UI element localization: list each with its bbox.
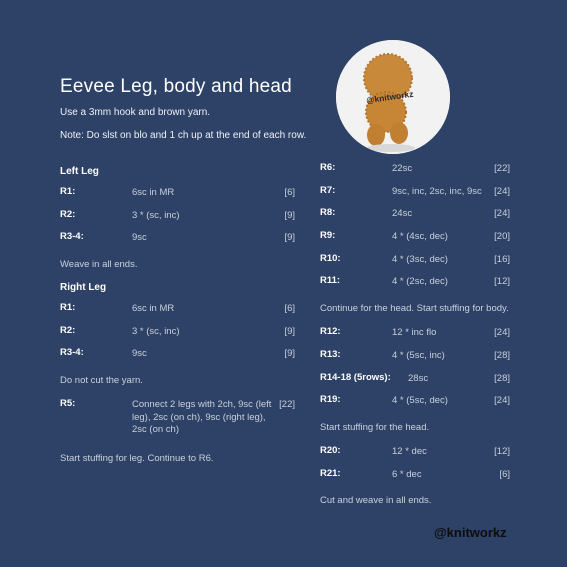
photo-watermark: @knitworkz <box>365 88 414 106</box>
row-instruction: 9sc <box>132 348 147 360</box>
stitch-count: [20] <box>494 231 510 243</box>
stitch-count: [28] <box>494 372 510 384</box>
pattern-row <box>60 209 295 232</box>
pattern-row <box>60 302 295 325</box>
pattern-row <box>60 398 295 448</box>
leg-end-note: Start stuffing for leg. Continue to R6. <box>60 453 214 465</box>
row-label: R2: <box>60 324 76 336</box>
row-instruction: 12 * inc flo <box>392 327 437 339</box>
stitch-count: [9] <box>284 348 295 360</box>
stitch-count: [22] <box>279 399 295 411</box>
note-instruction: Note: Do slst on blo and 1 ch up at the end of each row. <box>60 130 307 141</box>
stitch-count: [12] <box>494 445 510 457</box>
eevee-photo <box>336 40 450 154</box>
row-instruction: 24sc <box>392 208 413 220</box>
row-label: R3-4: <box>60 347 84 359</box>
pattern-row <box>60 347 295 370</box>
row-label: R14-18 (5rows): <box>320 371 391 383</box>
row-label: R8: <box>320 207 336 219</box>
stitch-count: [24] <box>494 395 510 407</box>
row-instruction: 3 * (sc, inc) <box>132 209 180 221</box>
row-label: R6: <box>320 162 336 173</box>
pattern-row <box>320 468 510 491</box>
pattern-row <box>320 394 510 417</box>
left-leg-note: Weave in all ends. <box>60 259 138 271</box>
row-label: R13: <box>320 348 341 360</box>
row-instruction: 9sc <box>132 232 147 244</box>
pattern-row <box>320 162 510 185</box>
left-leg-heading: Left Leg <box>60 166 99 177</box>
pattern-row <box>320 207 510 230</box>
row-instruction: 4 * (5sc, inc) <box>392 349 445 361</box>
row-instruction: 6sc in MR <box>132 303 175 315</box>
stitch-count: [24] <box>494 185 510 197</box>
pattern-row <box>320 275 510 298</box>
stitch-count: [12] <box>494 276 510 288</box>
pattern-row <box>320 230 510 253</box>
pattern-row <box>320 253 510 276</box>
row-instruction: 4 * (3sc, dec) <box>392 253 448 265</box>
row-label: R1: <box>60 186 76 197</box>
row-instruction: 3 * (sc, inc) <box>132 325 180 337</box>
row-instruction: 4 * (5sc, dec) <box>392 395 448 407</box>
page-title: Eevee Leg, body and head <box>60 76 292 97</box>
stitch-count: [6] <box>284 303 295 315</box>
row-label: R1: <box>60 302 76 314</box>
hook-instruction: Use a 3mm hook and brown yarn. <box>60 107 211 118</box>
pattern-row <box>60 231 295 254</box>
stitch-count: [9] <box>284 325 295 337</box>
row-instruction: 9sc, inc, 2sc, inc, 9sc <box>392 185 482 197</box>
intro-text <box>60 106 310 152</box>
left-column <box>60 166 295 476</box>
stitch-count: [16] <box>494 253 510 265</box>
row-label: R9: <box>320 230 336 242</box>
row-label: R2: <box>60 208 76 220</box>
row-instruction: 12 * dec <box>392 445 427 457</box>
stitch-count: [24] <box>494 208 510 220</box>
stitch-count: [24] <box>494 327 510 339</box>
row-label: R19: <box>320 394 341 406</box>
pattern-row <box>60 186 295 209</box>
stitch-count: [6] <box>499 468 510 480</box>
row-label: R20: <box>320 444 341 456</box>
author-handle: @knitworkz <box>434 525 507 540</box>
stitch-count: [6] <box>284 187 295 198</box>
pattern-row <box>60 325 295 348</box>
pattern-row <box>320 445 510 468</box>
stitch-count: [9] <box>284 209 295 221</box>
row-label: R12: <box>320 326 341 338</box>
body-note: Continue for the head. Start stuffing for body. <box>320 303 509 315</box>
right-leg-note: Do not cut the yarn. <box>60 375 143 387</box>
pattern-row <box>320 372 510 395</box>
row-instruction: 28sc <box>408 372 429 384</box>
row-label: R5: <box>60 398 76 410</box>
row-instruction: 4 * (2sc, dec) <box>392 276 448 288</box>
stitch-count: [22] <box>494 163 510 174</box>
head-note: Start stuffing for the head. <box>320 421 430 433</box>
right-column <box>320 162 510 518</box>
row-instruction: Connect 2 legs with 2ch, 9sc (left leg), 2sc (on ch), 9sc (right leg), 2sc (on ch) <box>132 399 272 436</box>
row-instruction: 6sc in MR <box>132 187 175 198</box>
row-label: R7: <box>320 184 336 196</box>
right-leg-heading: Right Leg <box>60 282 107 294</box>
row-label: R10: <box>320 252 341 264</box>
final-note: Cut and weave in all ends. <box>320 495 432 507</box>
row-instruction: 22sc <box>392 163 413 174</box>
row-instruction: 6 * dec <box>392 468 422 480</box>
row-instruction: 4 * (4sc, dec) <box>392 231 448 243</box>
stitch-count: [9] <box>284 232 295 244</box>
row-label: R11: <box>320 275 341 287</box>
row-label: R3-4: <box>60 231 84 243</box>
stitch-count: [28] <box>494 349 510 361</box>
pattern-row <box>320 326 510 349</box>
pattern-row <box>320 185 510 208</box>
row-label: R21: <box>320 467 341 479</box>
pattern-row <box>320 349 510 372</box>
